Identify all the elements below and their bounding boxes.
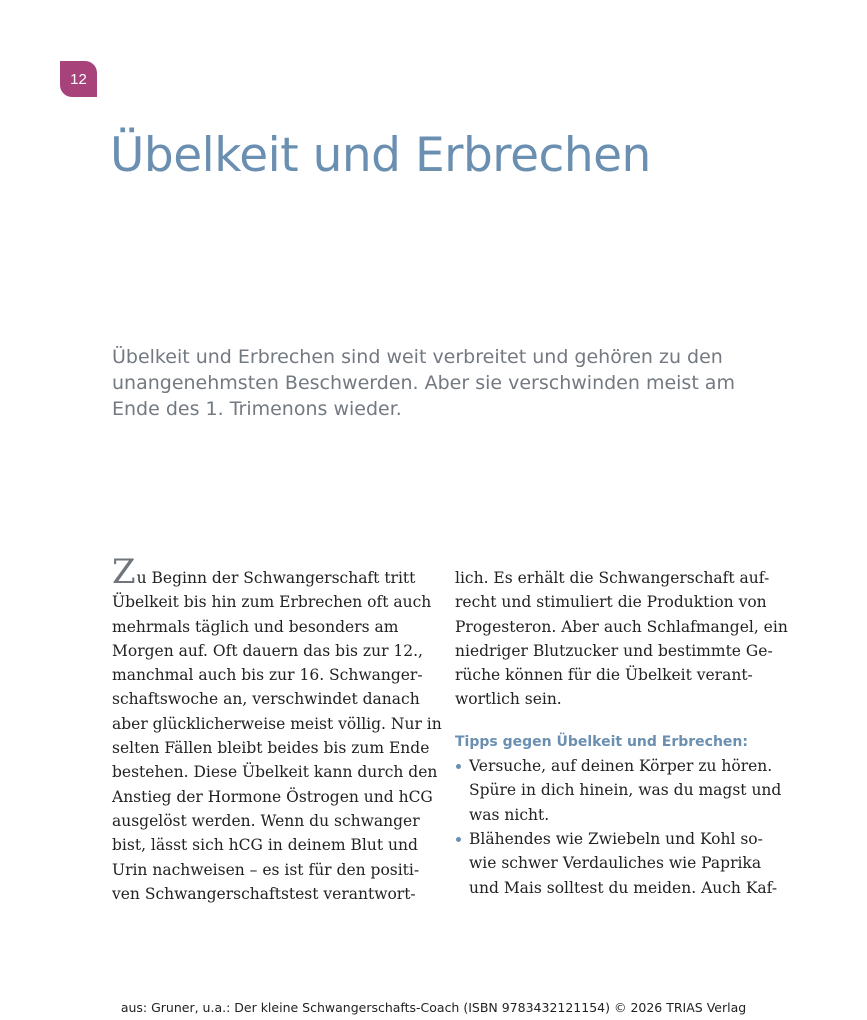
text-line: und Mais solltest du meiden. Auch Kaf- <box>469 878 778 897</box>
text-line: Morgen auf. Oft dauern das bis zur 12., <box>112 641 423 660</box>
tips-heading: Tipps gegen Übelkeit und Erbrechen: <box>455 733 748 750</box>
lead-line: Ende des 1. Trimenons wieder. <box>112 398 402 420</box>
text-line: Urin nachweisen – es ist für den positi- <box>112 860 420 879</box>
text-line: Übelkeit bis hin zum Erbrechen oft auch <box>112 593 432 612</box>
text-line: manchmal auch bis zur 16. Schwanger- <box>112 666 423 685</box>
text-line: rüche können für die Übelkeit verant- <box>455 666 753 685</box>
text-line: ven Schwangerschaftstest verantwort- <box>112 884 416 903</box>
first-line <box>112 552 442 592</box>
text-line: recht und stimuliert die Produktion von <box>455 593 767 612</box>
body-column-left <box>112 552 442 906</box>
copyright-footer: aus: Gruner, u.a.: Der kleine Schwangerschafts-Coach (ISBN 9783432121154) © 2026 TRIAS Verlag <box>120 1000 747 1015</box>
text-line: ausgelöst werden. Wenn du schwanger <box>112 811 420 830</box>
tip-item <box>455 754 788 827</box>
text-line: aber glücklicherweise meist völlig. Nur in <box>112 714 442 733</box>
text-line: Progesteron. Aber auch Schlafmangel, ein <box>455 617 788 636</box>
drop-cap: Z <box>112 552 136 592</box>
text-line: bist, lässt sich hCG in deinem Blut und <box>112 836 418 855</box>
text-line: wie schwer Verdauliches wie Paprika <box>469 854 762 873</box>
text-line: bestehen. Diese Übelkeit kann durch den <box>112 763 438 782</box>
lead-line: Übelkeit und Erbrechen sind weit verbreitet und gehören zu den <box>112 346 723 368</box>
text: u Beginn der Schwangerschaft tritt <box>136 569 416 587</box>
text-line: Versuche, auf deinen Körper zu hören. <box>469 757 773 776</box>
body-column-right <box>455 566 788 900</box>
lead-paragraph <box>112 344 762 422</box>
text-line: wortlich sein. <box>455 690 562 709</box>
text-line: schaftswoche an, verschwindet danach <box>112 690 420 709</box>
text-line: Spüre in dich hinein, was du magst und <box>469 781 782 800</box>
lead-line: unangenehmsten Beschwerden. Aber sie verschwinden meist am <box>112 372 735 394</box>
bullet-icon <box>456 764 461 769</box>
text-line: lich. Es erhält die Schwangerschaft auf- <box>455 569 770 587</box>
page-title: Übelkeit und Erbrechen <box>110 128 651 183</box>
text-line: Anstieg der Hormone Östrogen und hCG <box>112 787 433 806</box>
tips-list <box>455 754 788 900</box>
text-line: niedriger Blutzucker und bestimmte Ge- <box>455 641 773 660</box>
bullet-icon <box>456 837 461 842</box>
tip-item <box>455 827 788 900</box>
text-line: Blähendes wie Zwiebeln und Kohl so- <box>469 829 763 848</box>
text-line: selten Fällen bleibt beides bis zum Ende <box>112 739 430 758</box>
text-line: mehrmals täglich und besonders am <box>112 617 399 636</box>
page-number-badge: 12 <box>60 61 97 97</box>
text-line: was nicht. <box>469 805 550 824</box>
